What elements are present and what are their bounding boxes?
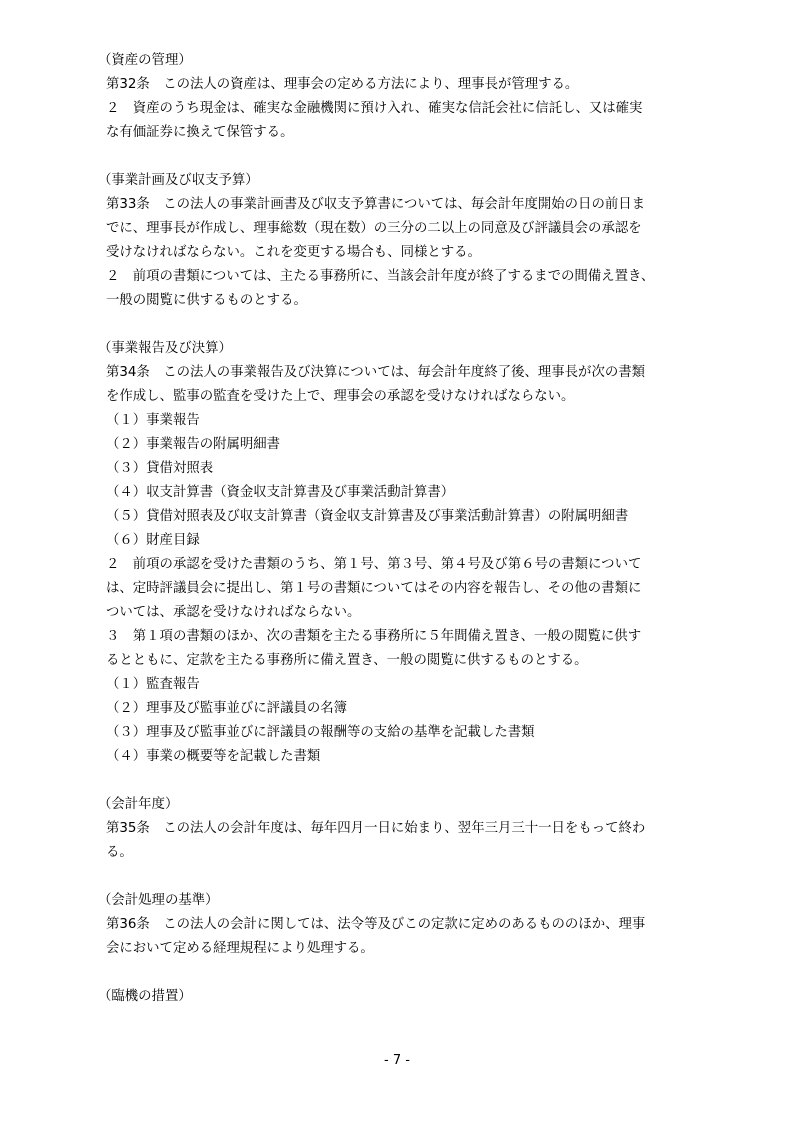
section-gap [98,145,728,169]
list-item: （２）事業報告の附属明細書 [106,437,281,452]
article-32-line-1: 第32条 この法人の資産は、理事会の定める方法により、理事長が管理する。 [106,77,579,92]
section-heading-asset-management: （資産の管理） [98,53,192,68]
article-34-para-2-line-3: ついては、承認を受けなければならない。 [106,605,361,620]
article-33-line-5: 一般の閲覧に供するものとする。 [106,293,307,308]
section-heading-emergency-measures: （臨機の措置） [98,989,192,1004]
article-35-line-1: 第35条 この法人の会計年度は、毎年四月一日に始まり、翌年三月三十一日をもって終わ [106,821,646,836]
article-34-para-2-line-2: は、定時評議員会に提出し、第１号の書類についてはその内容を報告し、その他の書類に [106,581,642,596]
list-item: （３）貸借対照表 [106,461,214,476]
article-34-para-3-line-1: ３ 第１項の書類のほか、次の書類を主たる事務所に５年間備え置き、一般の閲覧に供す [106,629,642,644]
list-item: （３）理事及び監事並びに評議員の報酬等の支給の基準を記載した書類 [106,725,535,740]
article-32-line-3: な有価証券に換えて保管する。 [106,125,294,140]
list-item: （１）事業報告 [106,413,200,428]
article-33-line-4: ２ 前項の書類については、主たる事務所に、当該会計年度が終了するまでの間備え置き、 [106,269,655,284]
section-heading-fiscal-year: （会計年度） [98,797,179,812]
article-36-line-2: 会において定める経理規程により処理する。 [106,941,374,956]
list-item: （１）監査報告 [106,677,200,692]
section-heading-business-plan: （事業計画及び収支予算） [98,173,259,188]
section-heading-business-report: （事業報告及び決算） [98,341,232,356]
list-item: （５）貸借対照表及び収支計算書（資金収支計算書及び事業活動計算書）の附属明細書 [106,509,629,524]
article-35-line-2: る。 [106,845,133,860]
section-gap [98,313,728,337]
article-34-line-2: を作成し、監事の監査を受けた上で、理事会の承認を受けなければならない。 [106,389,575,404]
article-34-para-2-line-1: ２ 前項の承認を受けた書類のうち、第１号、第３号、第４号及び第６号の書類について [106,557,642,572]
article-34-para-3-line-2: るとともに、定款を主たる事務所に備え置き、一般の閲覧に供するものとする。 [106,653,588,668]
section-gap [98,961,728,985]
list-item: （６）財産目録 [106,533,200,548]
list-item: （４）収支計算書（資金収支計算書及び事業活動計算書） [106,485,455,500]
list-item: （４）事業の概要等を記載した書類 [106,749,321,764]
article-33-line-2: でに、理事長が作成し、理事総数（現在数）の三分の二以上の同意及び評議員会の承認を [106,221,642,236]
article-34-line-1: 第34条 この法人の事業報告及び決算については、毎会計年度終了後、理事長が次の書類 [106,365,646,380]
article-36-line-1: 第36条 この法人の会計に関しては、法令等及びこの定款に定めのあるもののほか、理事 [106,917,646,932]
section-gap [98,865,728,889]
document-body [98,49,728,1009]
list-item: （２）理事及び監事並びに評議員の名簿 [106,701,348,716]
section-heading-accounting-standards: （会計処理の基準） [98,893,219,908]
page-number: - 7 - [384,1053,410,1068]
article-32-line-2: ２ 資産のうち現金は、確実な金融機関に預け入れ、確実な信託会社に信託し、又は確実 [106,101,643,116]
article-33-line-3: 受けなければならない。これを変更する場合も、同様とする。 [106,245,481,260]
section-gap [98,769,728,793]
article-33-line-1: 第33条 この法人の事業計画書及び収支予算書については、毎会計年度開始の日の前日ま [106,197,646,212]
